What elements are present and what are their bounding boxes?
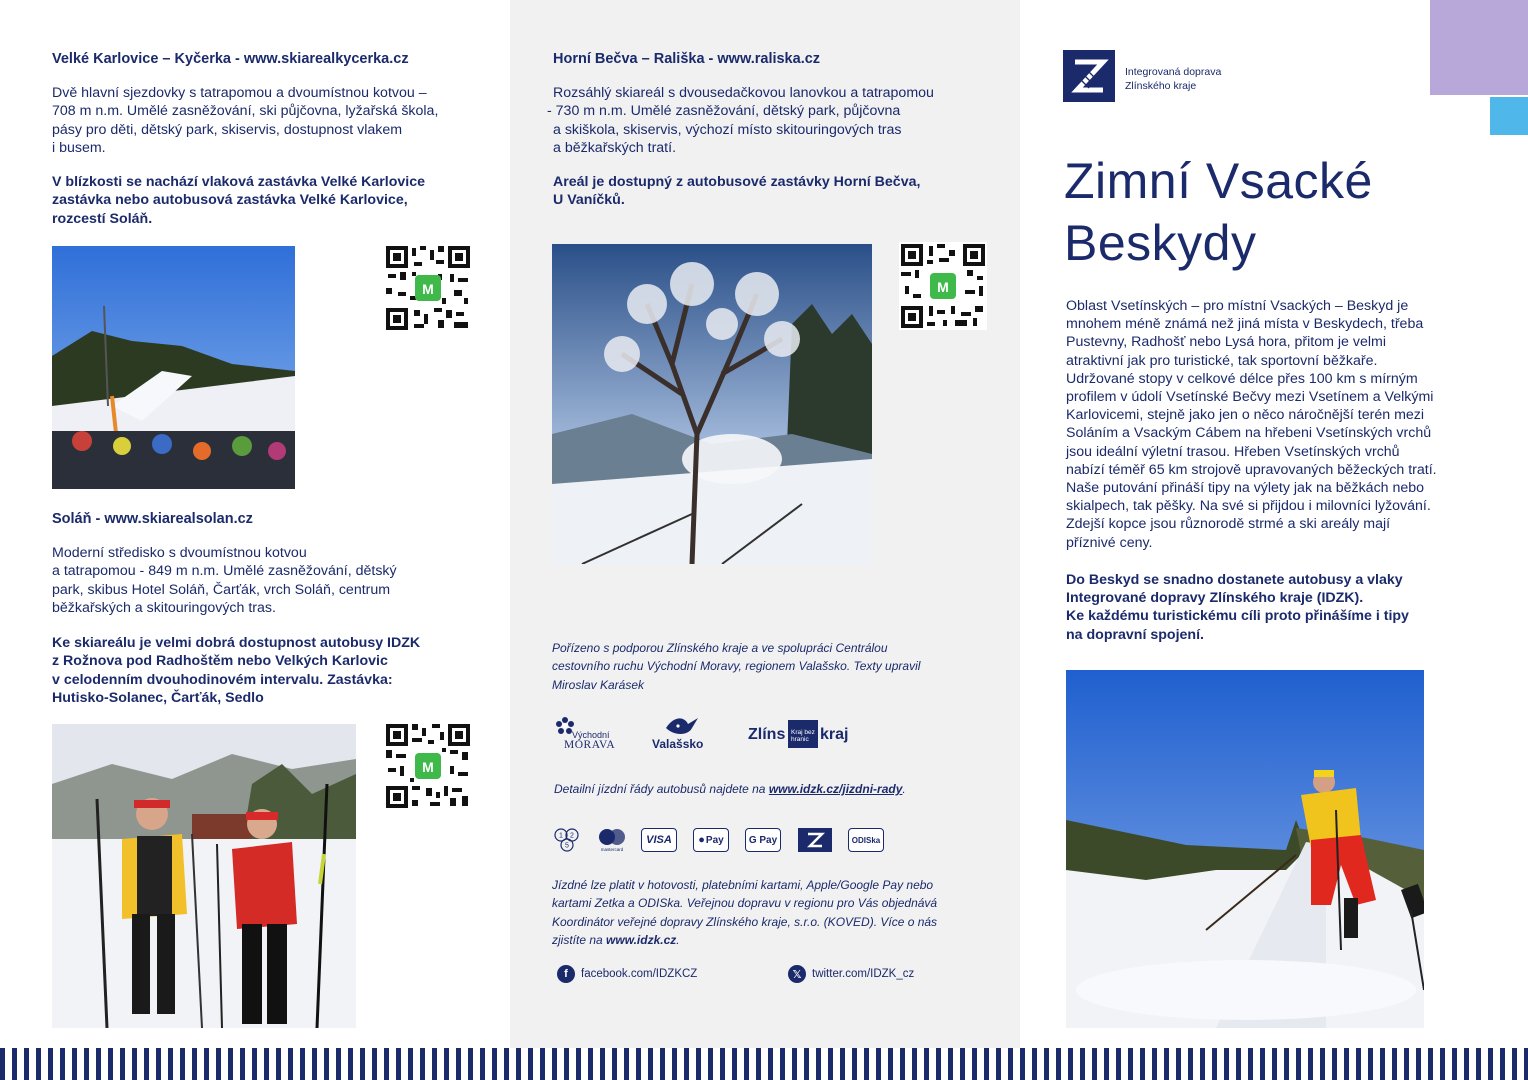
raliska-heading: Horní Bečva – Rališka - www.raliska.cz bbox=[553, 51, 821, 67]
brand-line: Integrovaná doprava bbox=[1125, 66, 1222, 78]
text-line: Do Beskyd se snadno dostanete autobusy a vlaky bbox=[1066, 572, 1403, 588]
odiska-icon: ODISka bbox=[848, 828, 884, 852]
facebook-label: facebook.com/IDZKCZ bbox=[581, 968, 698, 980]
brand-text bbox=[1125, 65, 1221, 93]
text-line: skialpech, tak pěšky. Na své si přijdou i milovníci lyžování. bbox=[1066, 498, 1431, 515]
kycerka-qr-code[interactable] bbox=[384, 244, 472, 332]
twitter-link[interactable] bbox=[788, 965, 914, 983]
svg-text:2: 2 bbox=[570, 832, 574, 840]
solan-qr-code[interactable] bbox=[384, 722, 472, 810]
text-line: Pořízeno s podporou Zlínského kraje a ve spolupráci Centrálou bbox=[552, 641, 888, 655]
text-line: a tatrapomou - 849 m n.m. Umělé zasněžování, dětský bbox=[52, 563, 397, 580]
visa-icon: VISA bbox=[641, 828, 677, 852]
facebook-link[interactable] bbox=[557, 965, 697, 983]
logo-label: Valašsko bbox=[652, 737, 704, 751]
text-line: Soláním a Vsackým Cábem na hřebeni Vsetínských vrchů bbox=[1066, 425, 1432, 442]
text-line: profilem v údolí Vsetínské Bečvy mezi Vsetínem a Velkými bbox=[1066, 389, 1434, 406]
text-line: atraktivní jak pro turistické, tak sportovní běžkaře. bbox=[1066, 352, 1378, 369]
svg-text:M: M bbox=[422, 759, 434, 775]
zlinsky-kraj-logo bbox=[748, 720, 868, 752]
apple-glyph: ● bbox=[698, 834, 705, 846]
icon-caption: mastercard bbox=[600, 847, 624, 852]
vychodni-morava-logo bbox=[555, 716, 625, 756]
text-line: na dopravní spojení. bbox=[1066, 626, 1204, 643]
mastercard-icon bbox=[596, 826, 628, 854]
timetable-note bbox=[554, 780, 906, 798]
svg-text:1: 1 bbox=[559, 832, 563, 840]
text-line: V blízkosti se nachází vlaková zastávka Velké Karlovice bbox=[52, 174, 426, 190]
text-line: a běžkařských tratí. bbox=[553, 140, 677, 157]
twitter-label: twitter.com/IDZK_cz bbox=[812, 968, 915, 980]
text-line: Udržované stopy v celkové délce přes 100 km s mírným bbox=[1066, 370, 1418, 387]
bottom-stripe-border bbox=[0, 1048, 1528, 1080]
text-line: běžkařských a skitouringových tras. bbox=[52, 600, 276, 617]
decorative-lilac-block bbox=[1430, 0, 1528, 95]
solan-access bbox=[52, 634, 420, 708]
text-line: Hutisko-Solanec, Čarťák, Sedlo bbox=[52, 690, 264, 707]
text-line: Koordinátor veřejné dopravy Zlínského kraje, s.r.o. (KOVED). Více o nás bbox=[552, 914, 938, 929]
logo-badge: Kraj bez hranic bbox=[788, 720, 818, 748]
text-line: U Vaníčků. bbox=[553, 192, 625, 209]
text-line: 708 m n.m. Umělé zasněžování, ski půjčovna, lyžařská škola, bbox=[52, 103, 439, 120]
facebook-icon: f bbox=[557, 965, 575, 983]
solan-heading: Soláň - www.skiarealsolan.cz bbox=[52, 511, 253, 527]
left-panel bbox=[0, 0, 510, 1048]
text-line: Integrované dopravy Zlínského kraje (IDZK). bbox=[1066, 590, 1364, 607]
timetable-text: Detailní jízdní řády autobusů najdete na bbox=[554, 782, 769, 796]
solan-description bbox=[52, 544, 397, 618]
text-line: Zdejší kopce jsou různorodě strmé a ski areály mají bbox=[1066, 516, 1391, 533]
credits-text bbox=[552, 639, 920, 694]
zones-icon bbox=[552, 826, 582, 854]
kycerka-photo bbox=[52, 246, 295, 489]
text-line: Karlovicemi, stejně jako jen o něco náročnější terén mezi bbox=[1066, 407, 1425, 424]
kycerka-description bbox=[52, 84, 438, 158]
solan-photo bbox=[52, 724, 356, 1028]
kycerka-access bbox=[52, 173, 425, 228]
text-line: Areál je dostupný z autobusové zastávky Horní Bečva, bbox=[553, 174, 921, 190]
text-line: i busem. bbox=[52, 140, 106, 157]
svg-text:M: M bbox=[937, 279, 949, 295]
text-line: Pustevny, Radhošť nebo Lysá hora, přitom je velmi bbox=[1066, 334, 1386, 351]
text-line: Ke skiareálu je velmi dobrá dostupnost autobusy IDZK bbox=[52, 635, 421, 651]
icon-caption: Pay bbox=[705, 834, 724, 846]
text-line: cestovního ruchu Východní Moravy, regionem Valašsko. Texty upravil bbox=[552, 659, 921, 674]
text-line: Naše putování přináší tipy na výlety jak na běžkách nebo bbox=[1066, 480, 1425, 497]
idzk-icon bbox=[798, 828, 832, 852]
ski-tourer-photo bbox=[1066, 670, 1424, 1028]
raliska-access bbox=[553, 173, 920, 210]
idzk-logo bbox=[1063, 50, 1115, 102]
text-line: Dvě hlavní sjezdovky s tatrapomou a dvoumístnou kotvou – bbox=[52, 85, 427, 101]
payment-info bbox=[552, 876, 937, 950]
x-twitter-icon: 𝕏 bbox=[788, 965, 806, 983]
bird-icon bbox=[664, 714, 700, 738]
text-line: Moderní středisko s dvoumístnou kotvou bbox=[52, 545, 307, 561]
text-line: zjistíte na bbox=[552, 933, 607, 948]
text-line: Jízdné lze platit v hotovosti, platebními kartami, Apple/Google Pay nebo bbox=[552, 878, 934, 892]
text-line: kartami Zetka a ODISka. Veřejnou dopravu v regionu pro Vás objednává bbox=[552, 896, 938, 911]
logo-label: kraj bbox=[820, 726, 849, 743]
idzk-link[interactable]: www.idzk.cz bbox=[606, 933, 677, 948]
title-line: Beskydy bbox=[1064, 215, 1257, 271]
text-line: pásy pro děti, dětský park, skiservis, dostupnost vlakem bbox=[52, 121, 403, 138]
punctuation: . bbox=[902, 782, 906, 796]
kycerka-heading: Velké Karlovice – Kyčerka - www.skiarealkycerka.cz bbox=[52, 51, 409, 67]
raliska-qr-code[interactable] bbox=[899, 242, 987, 330]
text-line: mnohem méně známá než jiná místa v Beskydech, třeba bbox=[1066, 316, 1424, 333]
text-line: park, skibus Hotel Soláň, Čarťák, vrch Soláň, centrum bbox=[52, 581, 391, 598]
text-line: Rozsáhlý skiareál s dvousedačkovou lanovkou a tatrapomou bbox=[553, 85, 934, 101]
punctuation: . bbox=[676, 933, 680, 948]
text-line: a skiškola, skiservis, výchozí místo skitouringových tras bbox=[553, 121, 902, 138]
logo-label: Zlíns bbox=[748, 726, 786, 743]
valassko-logo bbox=[652, 714, 712, 754]
text-line: Ke každému turistickému cíli proto přinášíme i tipy bbox=[1066, 608, 1409, 625]
text-line: - 730 m n.m. Umělé zasněžování, dětský park, půjčovna bbox=[547, 103, 901, 120]
raliska-description bbox=[547, 84, 934, 158]
google-pay-icon: G Pay bbox=[745, 828, 781, 852]
raliska-photo bbox=[552, 244, 872, 564]
logo-label: Východní bbox=[572, 730, 610, 740]
intro-text bbox=[1066, 297, 1437, 552]
apple-pay-icon bbox=[693, 828, 729, 852]
text-line: příznivé ceny. bbox=[1066, 534, 1153, 551]
text-line: nabízí téměř 65 km strojově upravovaných běžeckých tratí. bbox=[1066, 461, 1437, 478]
middle-panel bbox=[510, 0, 1020, 1048]
timetable-link[interactable]: www.idzk.cz/jizdni-rady bbox=[768, 782, 903, 796]
brand-line: Zlínského kraje bbox=[1125, 80, 1197, 92]
text-line: v celodenním dvouhodinovém intervalu. Zastávka: bbox=[52, 671, 393, 688]
title-line: Zimní Vsacké bbox=[1064, 153, 1373, 209]
decorative-cyan-block bbox=[1490, 97, 1528, 135]
text-line: zastávka nebo autobusová zastávka Velké Karlovice, bbox=[52, 192, 408, 209]
svg-text:M: M bbox=[422, 281, 434, 297]
text-line: Oblast Vsetínských – pro místní Vsackých – Beskyd je bbox=[1066, 298, 1409, 314]
text-line: rozcestí Soláň. bbox=[52, 210, 153, 227]
text-line: jsou ideální výletní trasou. Hřeben Vsetínských vrchů bbox=[1066, 443, 1400, 460]
logo-label: MORAVA bbox=[564, 739, 616, 751]
transport-text bbox=[1066, 571, 1409, 644]
page-title bbox=[1064, 150, 1373, 274]
svg-text:5: 5 bbox=[565, 842, 569, 850]
text-line: z Rožnova pod Radhoštěm nebo Velkých Karlovic bbox=[52, 653, 388, 670]
text-line: Miroslav Karásek bbox=[552, 677, 645, 692]
